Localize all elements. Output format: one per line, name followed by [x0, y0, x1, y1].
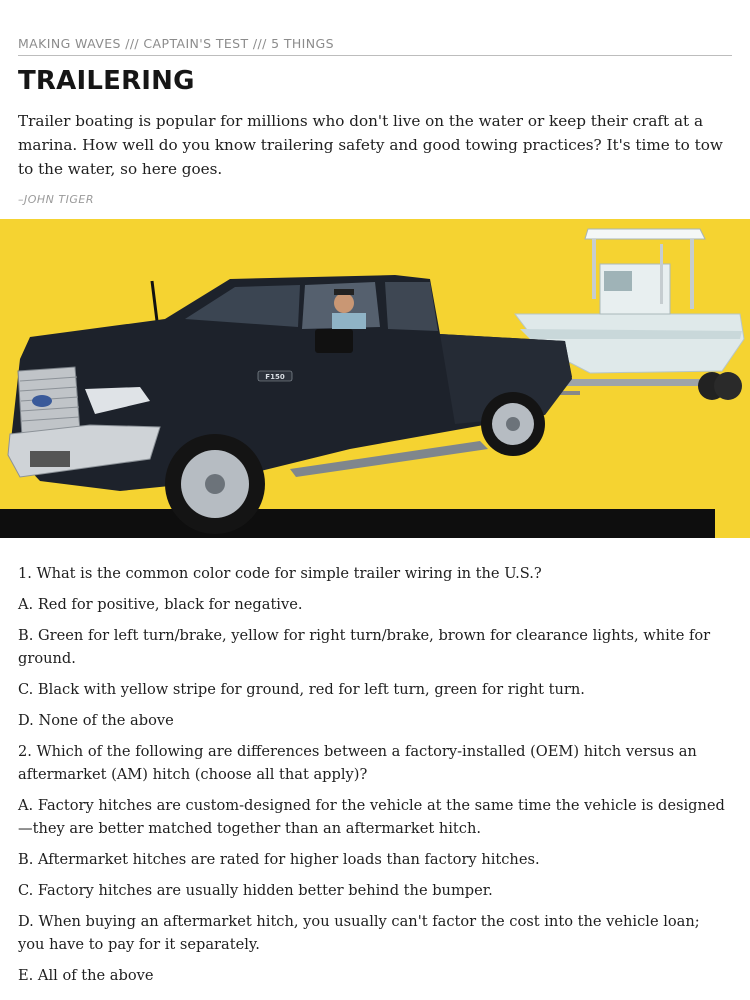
question-2-option-e: E. All of the above	[18, 967, 154, 984]
article-intro: Trailer boating is popular for millions who don't live on the water or keep their craft at a marina. How well do you know trailering safety and good towing practices? It's time to tow to the water, so here goes.	[18, 112, 723, 178]
author-byline: –JOHN TIGER	[18, 193, 94, 206]
section-kicker: MAKING WAVES /// CAPTAIN'S TEST /// 5 THINGS	[18, 36, 334, 51]
question-2-option-d: D. When buying an aftermarket hitch, you usually can't factor the cost into the vehicle loan; you have to pay for it separately.	[18, 913, 700, 953]
question-1-option-a: A. Red for positive, black for negative.	[18, 596, 303, 613]
truck-towing-boat-photo	[0, 219, 750, 538]
photo-bottom-bar	[0, 509, 715, 538]
article-title: TRAILERING	[18, 66, 195, 96]
question-2: 2. Which of the following are differences between a factory-installed (OEM) hitch versus an aftermarket (AM) hitch (choose all that apply)?	[18, 743, 697, 783]
question-2-option-c: C. Factory hitches are usually hidden better behind the bumper.	[18, 882, 493, 899]
question-2-option-b: B. Aftermarket hitches are rated for higher loads than factory hitches.	[18, 851, 540, 868]
question-2-option-a: A. Factory hitches are custom-designed for the vehicle at the same time the vehicle is designed—they are better matched together than an aftermarket hitch.	[18, 797, 725, 837]
question-1-option-c: C. Black with yellow stripe for ground, red for left turn, green for right turn.	[18, 681, 585, 698]
quiz-questions	[18, 562, 728, 995]
truck-model-badge: F150	[265, 373, 285, 381]
header-divider	[18, 55, 732, 56]
question-1-option-d: D. None of the above	[18, 712, 174, 729]
question-1-option-b: B. Green for left turn/brake, yellow for right turn/brake, brown for clearance lights, white for ground.	[18, 627, 711, 667]
question-1: 1. What is the common color code for simple trailer wiring in the U.S.?	[18, 565, 542, 582]
